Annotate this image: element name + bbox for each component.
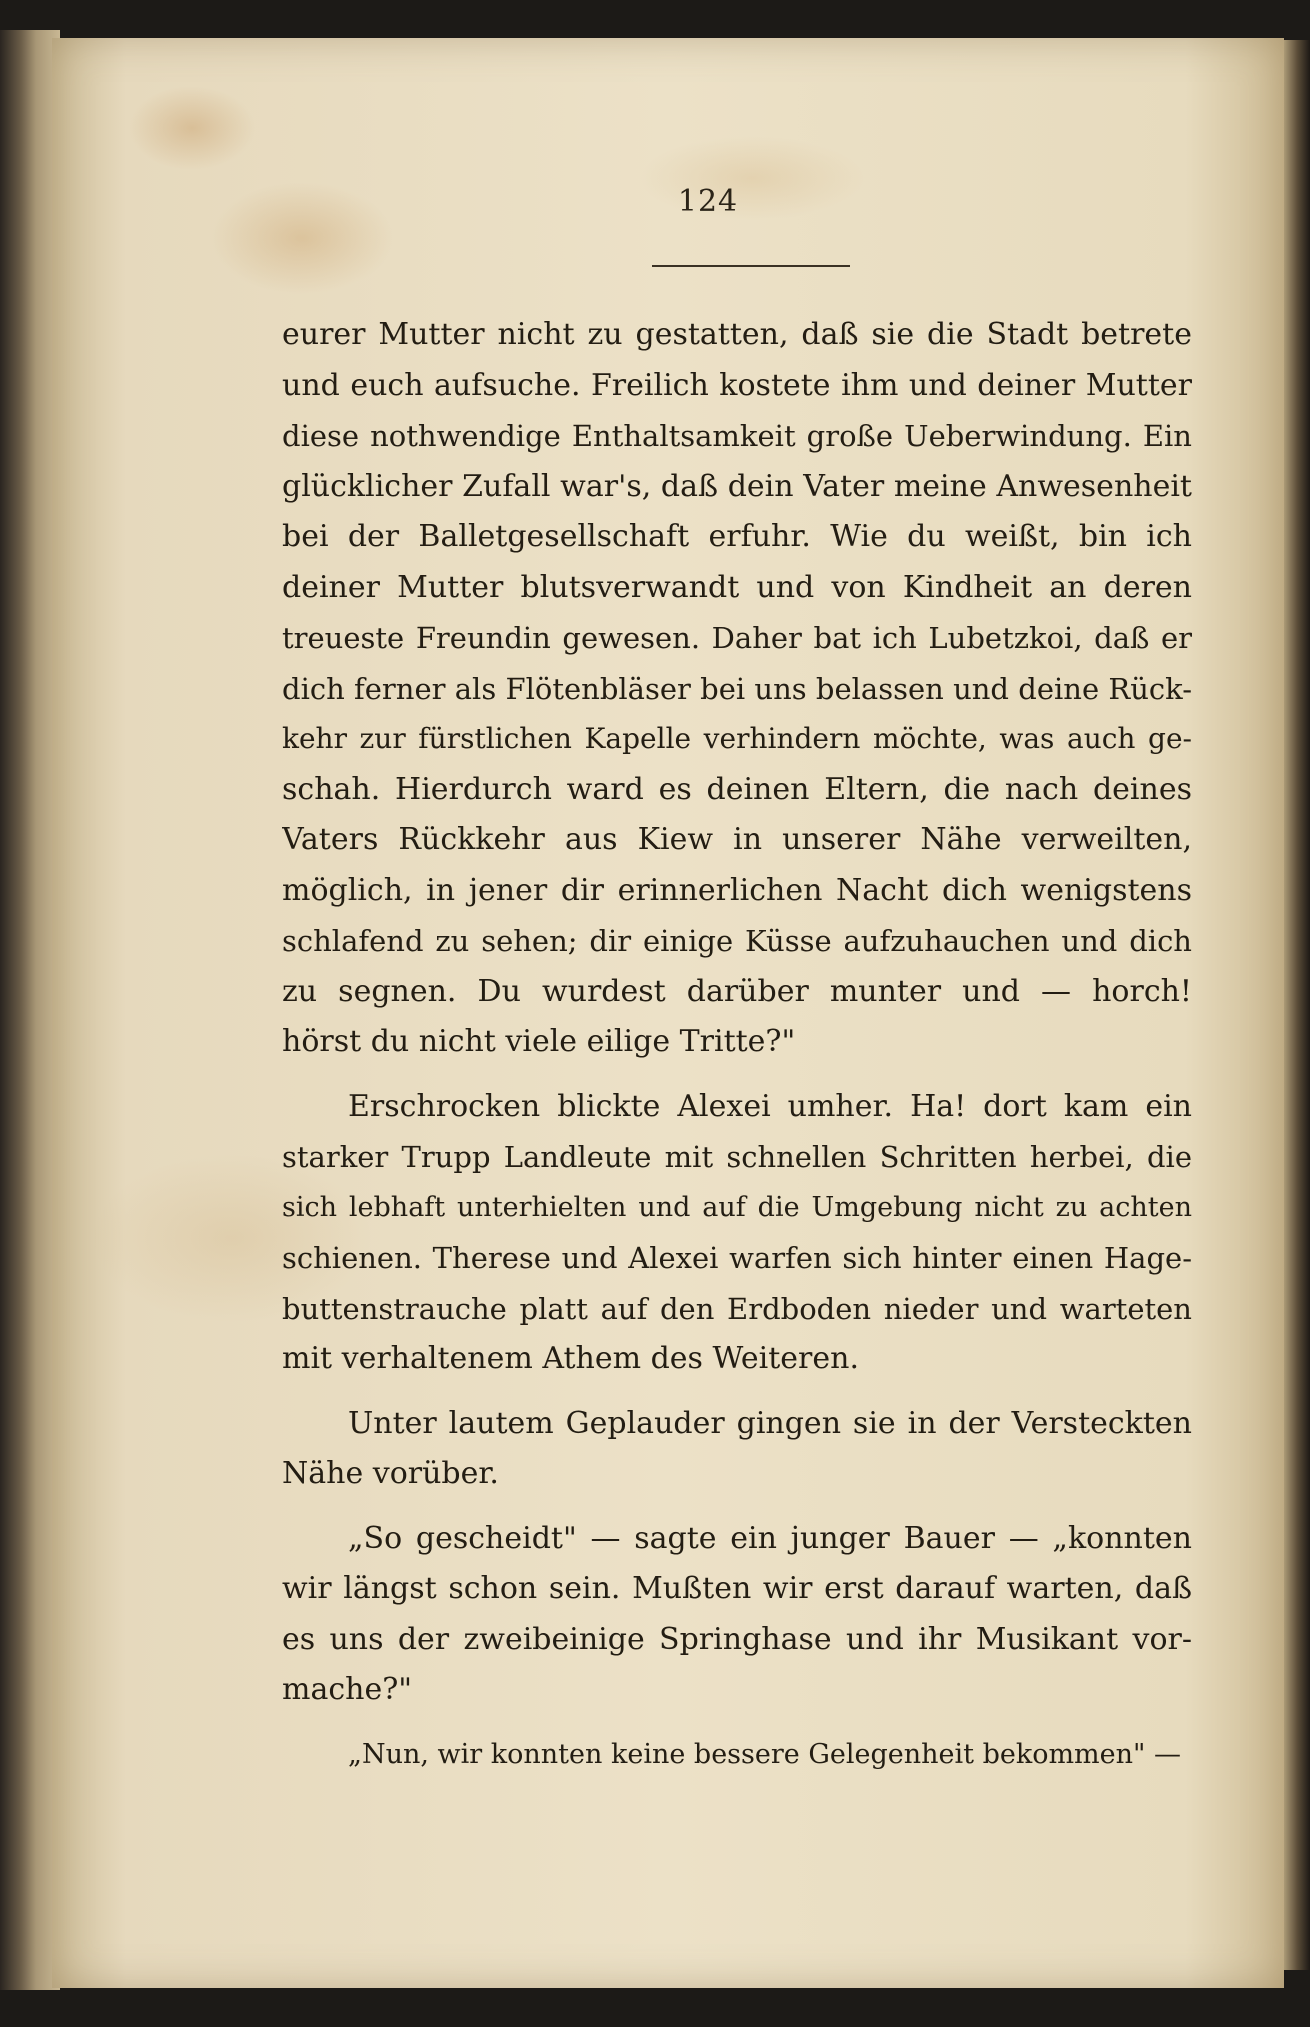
text-line: kehr zur fürstlichen Kapelle verhindern möchte, was auch ge- — [282, 722, 1192, 755]
text-line: es uns der zweibeinige Springhase und ihr Musikant vor- — [282, 1621, 1192, 1657]
book-edge-left — [0, 30, 60, 1990]
text-line: Vaters Rückkehr aus Kiew in unserer Nähe verweilten, — [282, 822, 1192, 857]
text-line: Nähe vorüber. — [282, 1456, 499, 1491]
text-line: schienen. Therese und Alexei warfen sich hinter einen Hage- — [282, 1241, 1192, 1275]
text-line: dich ferner als Flötenbläser bei uns belassen und deine Rück- — [282, 671, 1192, 706]
text-line: wir längst schon sein. Mußten wir erst darauf warten, daß — [282, 1571, 1192, 1606]
text-line: starker Trupp Landleute mit schnellen Schritten herbei, die — [282, 1140, 1192, 1174]
text-line: deiner Mutter blutsverwandt und von Kindheit an deren — [282, 569, 1192, 605]
text-line: schah. Hierdurch ward es deinen Eltern, die nach deines — [282, 771, 1192, 807]
text-line: möglich, in jener dir erinnerlichen Nacht dich wenigstens — [282, 872, 1192, 908]
text-line: Erschrocken blickte Alexei umher. Ha! dort kam ein — [348, 1088, 1192, 1124]
paragraph-1 — [282, 310, 1192, 1068]
text-line: mit verhaltenem Athem des Weiteren. — [282, 1341, 859, 1376]
text-line: Unter lautem Geplauder gingen sie in der Versteckten — [348, 1405, 1192, 1441]
paragraph-4 — [282, 1514, 1192, 1716]
text-line: und euch aufsuche. Freilich kostete ihm und deiner Mutter — [282, 367, 1192, 403]
paragraph-2 — [282, 1082, 1192, 1385]
paragraph-3 — [282, 1399, 1192, 1500]
text-line: eurer Mutter nicht zu gestatten, daß sie die Stadt betrete — [282, 317, 1192, 352]
text-line: glücklicher Zufall war's, daß dein Vater meine Anwesenheit — [282, 468, 1192, 504]
paragraph-gap — [282, 1068, 1192, 1082]
text-line: „So gescheidt" — sagte ein junger Bauer — „konnten — [348, 1520, 1192, 1556]
text-line: hörst du nicht viele eilige Tritte?" — [282, 1024, 796, 1059]
page-number: 124 — [677, 184, 739, 219]
text-line: sich lebhaft unterhielten und auf die Umgebung nicht zu achten — [282, 1191, 1192, 1223]
body-text — [282, 310, 1192, 1780]
paragraph-gap — [282, 1500, 1192, 1514]
book-page — [52, 38, 1284, 1988]
paragraph-gap — [282, 1385, 1192, 1399]
paragraph-5 — [282, 1730, 1192, 1781]
book-edge-right — [1282, 40, 1310, 1970]
text-line: bei der Balletgesellschaft erfuhr. Wie du weißt, bin ich — [282, 519, 1192, 554]
text-line: zu segnen. Du wurdest darüber munter und — horch! — [282, 973, 1192, 1009]
text-line: schlafend zu sehen; dir einige Küsse aufzuhauchen und dich — [282, 924, 1192, 958]
text-line: „Nun, wir konnten keine bessere Gelegenheit bekommen" — — [348, 1738, 1182, 1770]
text-line: buttenstrauche platt auf den Erdboden nieder und warteten — [282, 1291, 1192, 1326]
paragraph-gap — [282, 1716, 1192, 1730]
page-number-rule — [652, 265, 850, 267]
text-line: mache?" — [282, 1672, 413, 1707]
text-line: treueste Freundin gewesen. Daher bat ich Lubetzkoi, daß er — [282, 621, 1192, 655]
text-line: diese nothwendige Enthaltsamkeit große Ueberwindung. Ein — [282, 419, 1192, 453]
